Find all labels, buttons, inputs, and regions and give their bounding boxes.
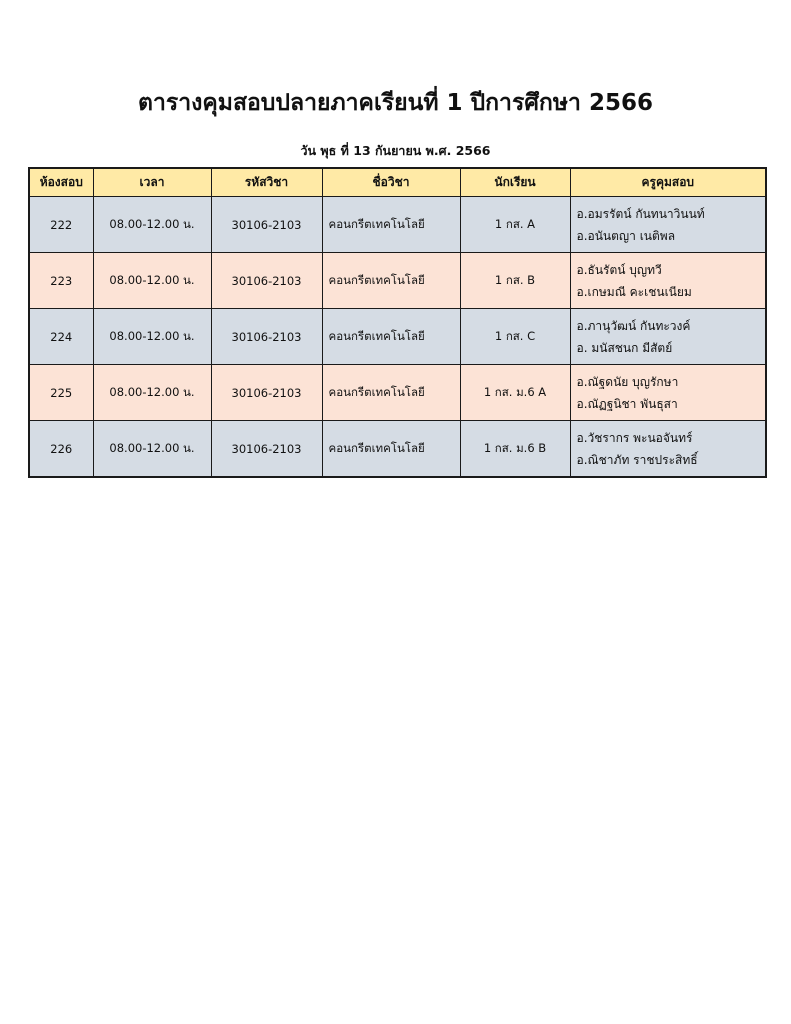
cell-time: 08.00-12.00 น. bbox=[93, 253, 211, 309]
exam-date-subtitle: วัน พุธ ที่ 13 กันยายน พ.ศ. 2566 bbox=[300, 143, 491, 158]
cell-proctors bbox=[570, 197, 766, 253]
proctor-name: อ.ภานุวัฒน์ กันทะวงค์ bbox=[576, 318, 691, 333]
cell-students: 1 กส. C bbox=[460, 309, 570, 365]
cell-students: 1 กส. ม.6 A bbox=[460, 365, 570, 421]
table-header-row bbox=[29, 168, 766, 197]
cell-students: 1 กส. ม.6 B bbox=[460, 421, 570, 478]
cell-time: 08.00-12.00 น. bbox=[93, 309, 211, 365]
page-title: ตารางคุมสอบปลายภาคเรียนที่ 1 ปีการศึกษา 2566 bbox=[138, 90, 653, 116]
cell-proctors bbox=[570, 309, 766, 365]
proctor-name: อ.ณิชาภัท ราชประสิทธิ์ bbox=[576, 452, 698, 467]
cell-subject-name: คอนกรีตเทคโนโลยี bbox=[322, 421, 460, 478]
cell-room: 224 bbox=[29, 309, 93, 365]
table-row bbox=[29, 197, 766, 253]
cell-subject-code: 30106-2103 bbox=[211, 365, 322, 421]
cell-subject-name: คอนกรีตเทคโนโลยี bbox=[322, 197, 460, 253]
cell-room: 223 bbox=[29, 253, 93, 309]
table-row bbox=[29, 421, 766, 478]
proctor-name: อ. มนัสชนก มีสัตย์ bbox=[576, 340, 673, 355]
proctor-name: อ.อนันตญา เนติพล bbox=[576, 228, 676, 243]
header-proctors: ครูคุมสอบ bbox=[570, 168, 766, 197]
cell-room: 222 bbox=[29, 197, 93, 253]
cell-subject-name: คอนกรีตเทคโนโลยี bbox=[322, 365, 460, 421]
cell-time: 08.00-12.00 น. bbox=[93, 365, 211, 421]
cell-subject-name: คอนกรีตเทคโนโลยี bbox=[322, 253, 460, 309]
cell-subject-name: คอนกรีตเทคโนโลยี bbox=[322, 309, 460, 365]
proctor-name: อ.ณัฐดนัย บุญรักษา bbox=[576, 374, 679, 389]
cell-students: 1 กส. A bbox=[460, 197, 570, 253]
cell-room: 226 bbox=[29, 421, 93, 478]
header-time: เวลา bbox=[93, 168, 211, 197]
proctor-name: อ.ธันรัตน์ บุญทวี bbox=[576, 262, 662, 277]
header-room: ห้องสอบ bbox=[29, 168, 93, 197]
cell-proctors bbox=[570, 365, 766, 421]
cell-time: 08.00-12.00 น. bbox=[93, 197, 211, 253]
table-row bbox=[29, 253, 766, 309]
cell-subject-code: 30106-2103 bbox=[211, 253, 322, 309]
proctor-name: อ.อมรรัตน์ กันทนาวินนท์ bbox=[576, 206, 705, 221]
cell-subject-code: 30106-2103 bbox=[211, 309, 322, 365]
exam-schedule-table bbox=[28, 167, 767, 478]
proctor-name: อ.ณัฏฐนิชา พันธุสา bbox=[576, 396, 678, 411]
cell-proctors bbox=[570, 253, 766, 309]
cell-time: 08.00-12.00 น. bbox=[93, 421, 211, 478]
table-row bbox=[29, 309, 766, 365]
cell-proctors bbox=[570, 421, 766, 478]
cell-students: 1 กส. B bbox=[460, 253, 570, 309]
cell-subject-code: 30106-2103 bbox=[211, 197, 322, 253]
cell-room: 225 bbox=[29, 365, 93, 421]
proctor-name: อ.เกษมณี คะเชนเนียม bbox=[576, 284, 692, 299]
cell-subject-code: 30106-2103 bbox=[211, 421, 322, 478]
header-subject-code: รหัสวิชา bbox=[211, 168, 322, 197]
proctor-name: อ.วัชรากร พะนอจันทร์ bbox=[576, 430, 693, 445]
header-subject-name: ชื่อวิชา bbox=[322, 168, 460, 197]
header-students: นักเรียน bbox=[460, 168, 570, 197]
table-row bbox=[29, 365, 766, 421]
